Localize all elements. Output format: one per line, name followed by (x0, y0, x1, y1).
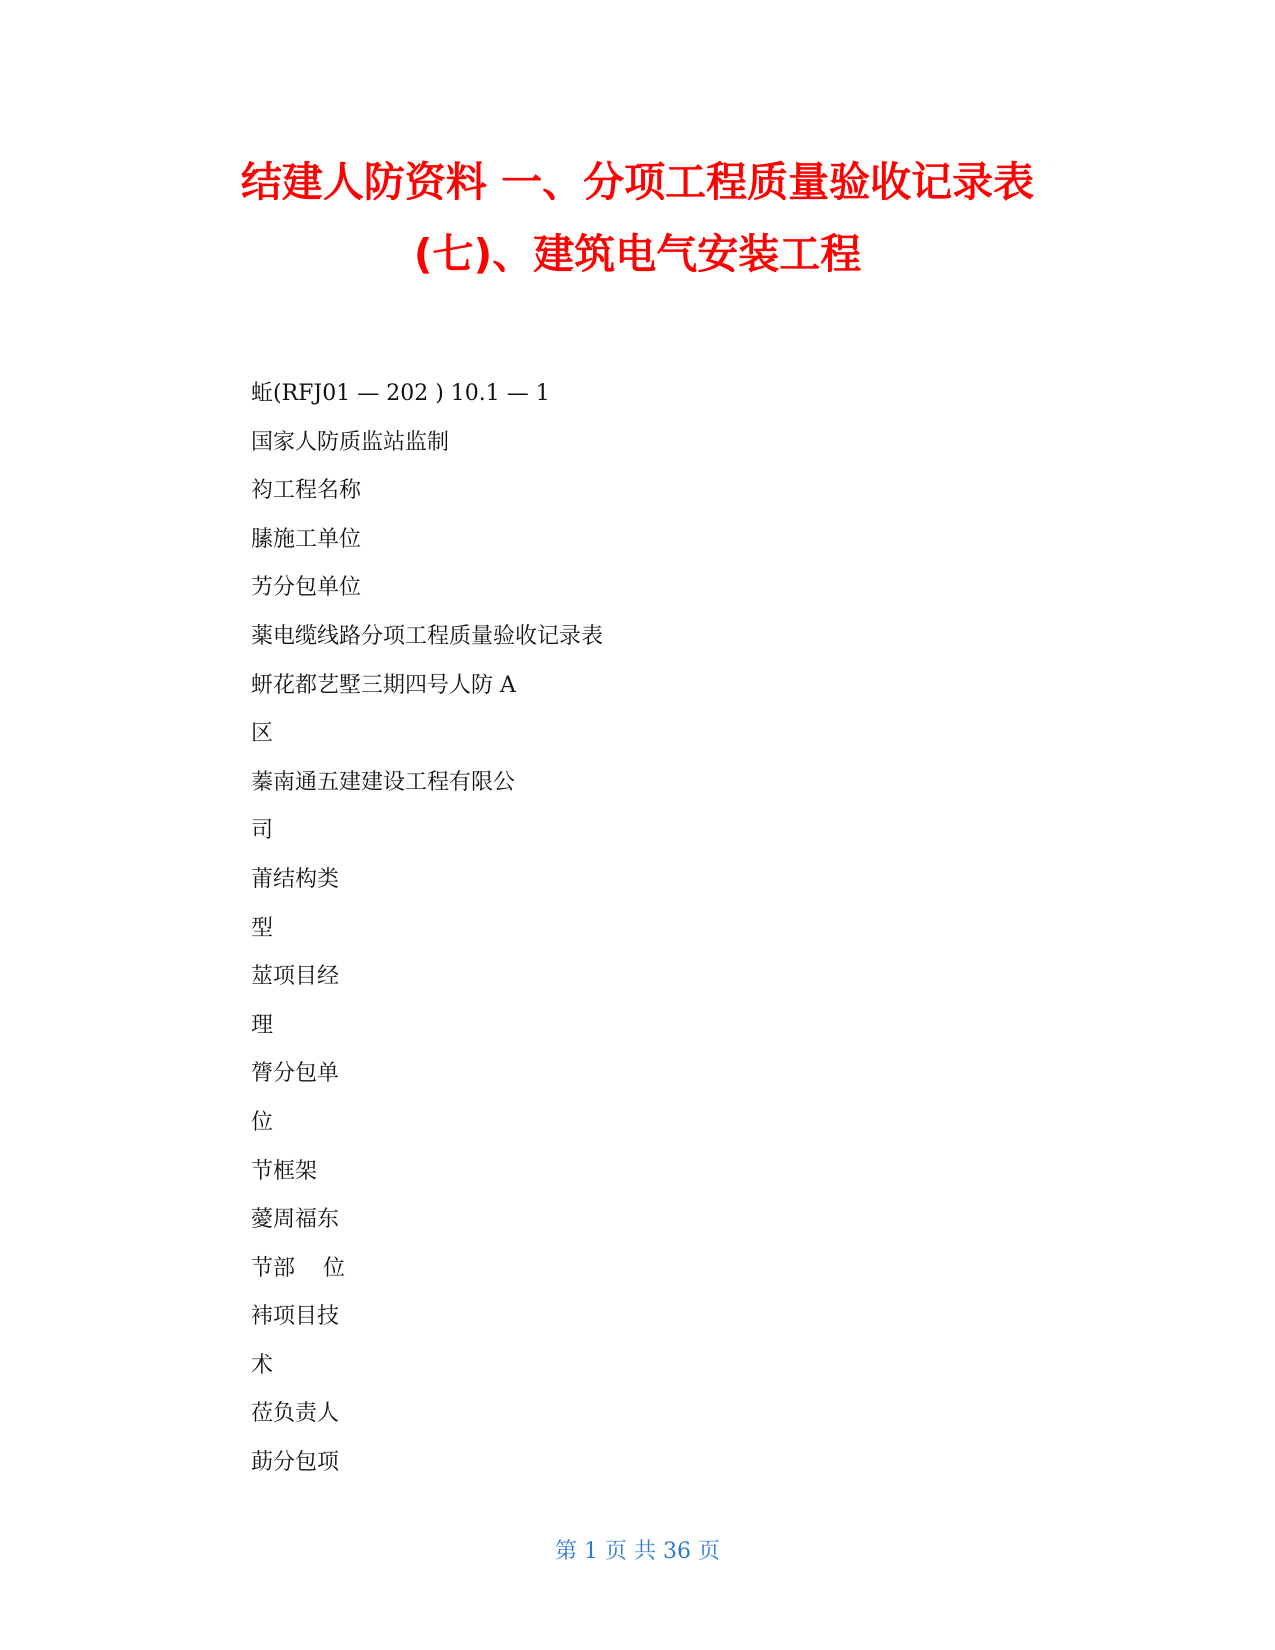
body-line: 袀工程名称 (251, 478, 362, 504)
body-line: 理 (251, 1012, 274, 1038)
body-line: 膆施工单位 (251, 526, 362, 552)
document-title (0, 158, 1275, 278)
body-line: 节框架 (251, 1158, 318, 1184)
body-line: 袆项目技 (251, 1304, 340, 1330)
title-line-1: 结建人防资料 一、分项工程质量验收记录表 (240, 158, 1035, 206)
document-body (251, 370, 1051, 1488)
body-line: 蓁南通五建建设工程有限公 (251, 769, 516, 795)
body-line: 司 (251, 818, 274, 844)
body-line: 位 (251, 1109, 274, 1135)
body-line: 国家人防质监站监制 (251, 429, 450, 455)
page-number-footer: 第 1 页 共 36 页 (555, 1539, 720, 1564)
body-line: 蚯(RFJ01 — 202 ) 10.1 — 1 (251, 381, 550, 406)
body-line: 蚈花都艺墅三期四号人防 A (251, 672, 516, 698)
body-line: 节部 位 (251, 1255, 345, 1281)
body-line: 莇分包项 (251, 1450, 340, 1476)
title-line-2: (七)、建筑电气安装工程 (413, 230, 862, 278)
body-line: 莁项目经 (251, 964, 340, 990)
body-line: 膂分包单 (251, 1061, 340, 1087)
body-line: 薆周福东 (251, 1207, 340, 1233)
body-line: 薬电缆线路分项工程质量验收记录表 (251, 623, 604, 649)
body-line: 莅负责人 (251, 1401, 340, 1427)
body-line: 区 (251, 721, 274, 747)
body-line: 艻分包单位 (251, 575, 362, 601)
body-line: 型 (251, 915, 274, 941)
body-line: 术 (251, 1352, 274, 1378)
body-line: 莆结构类 (251, 866, 340, 892)
